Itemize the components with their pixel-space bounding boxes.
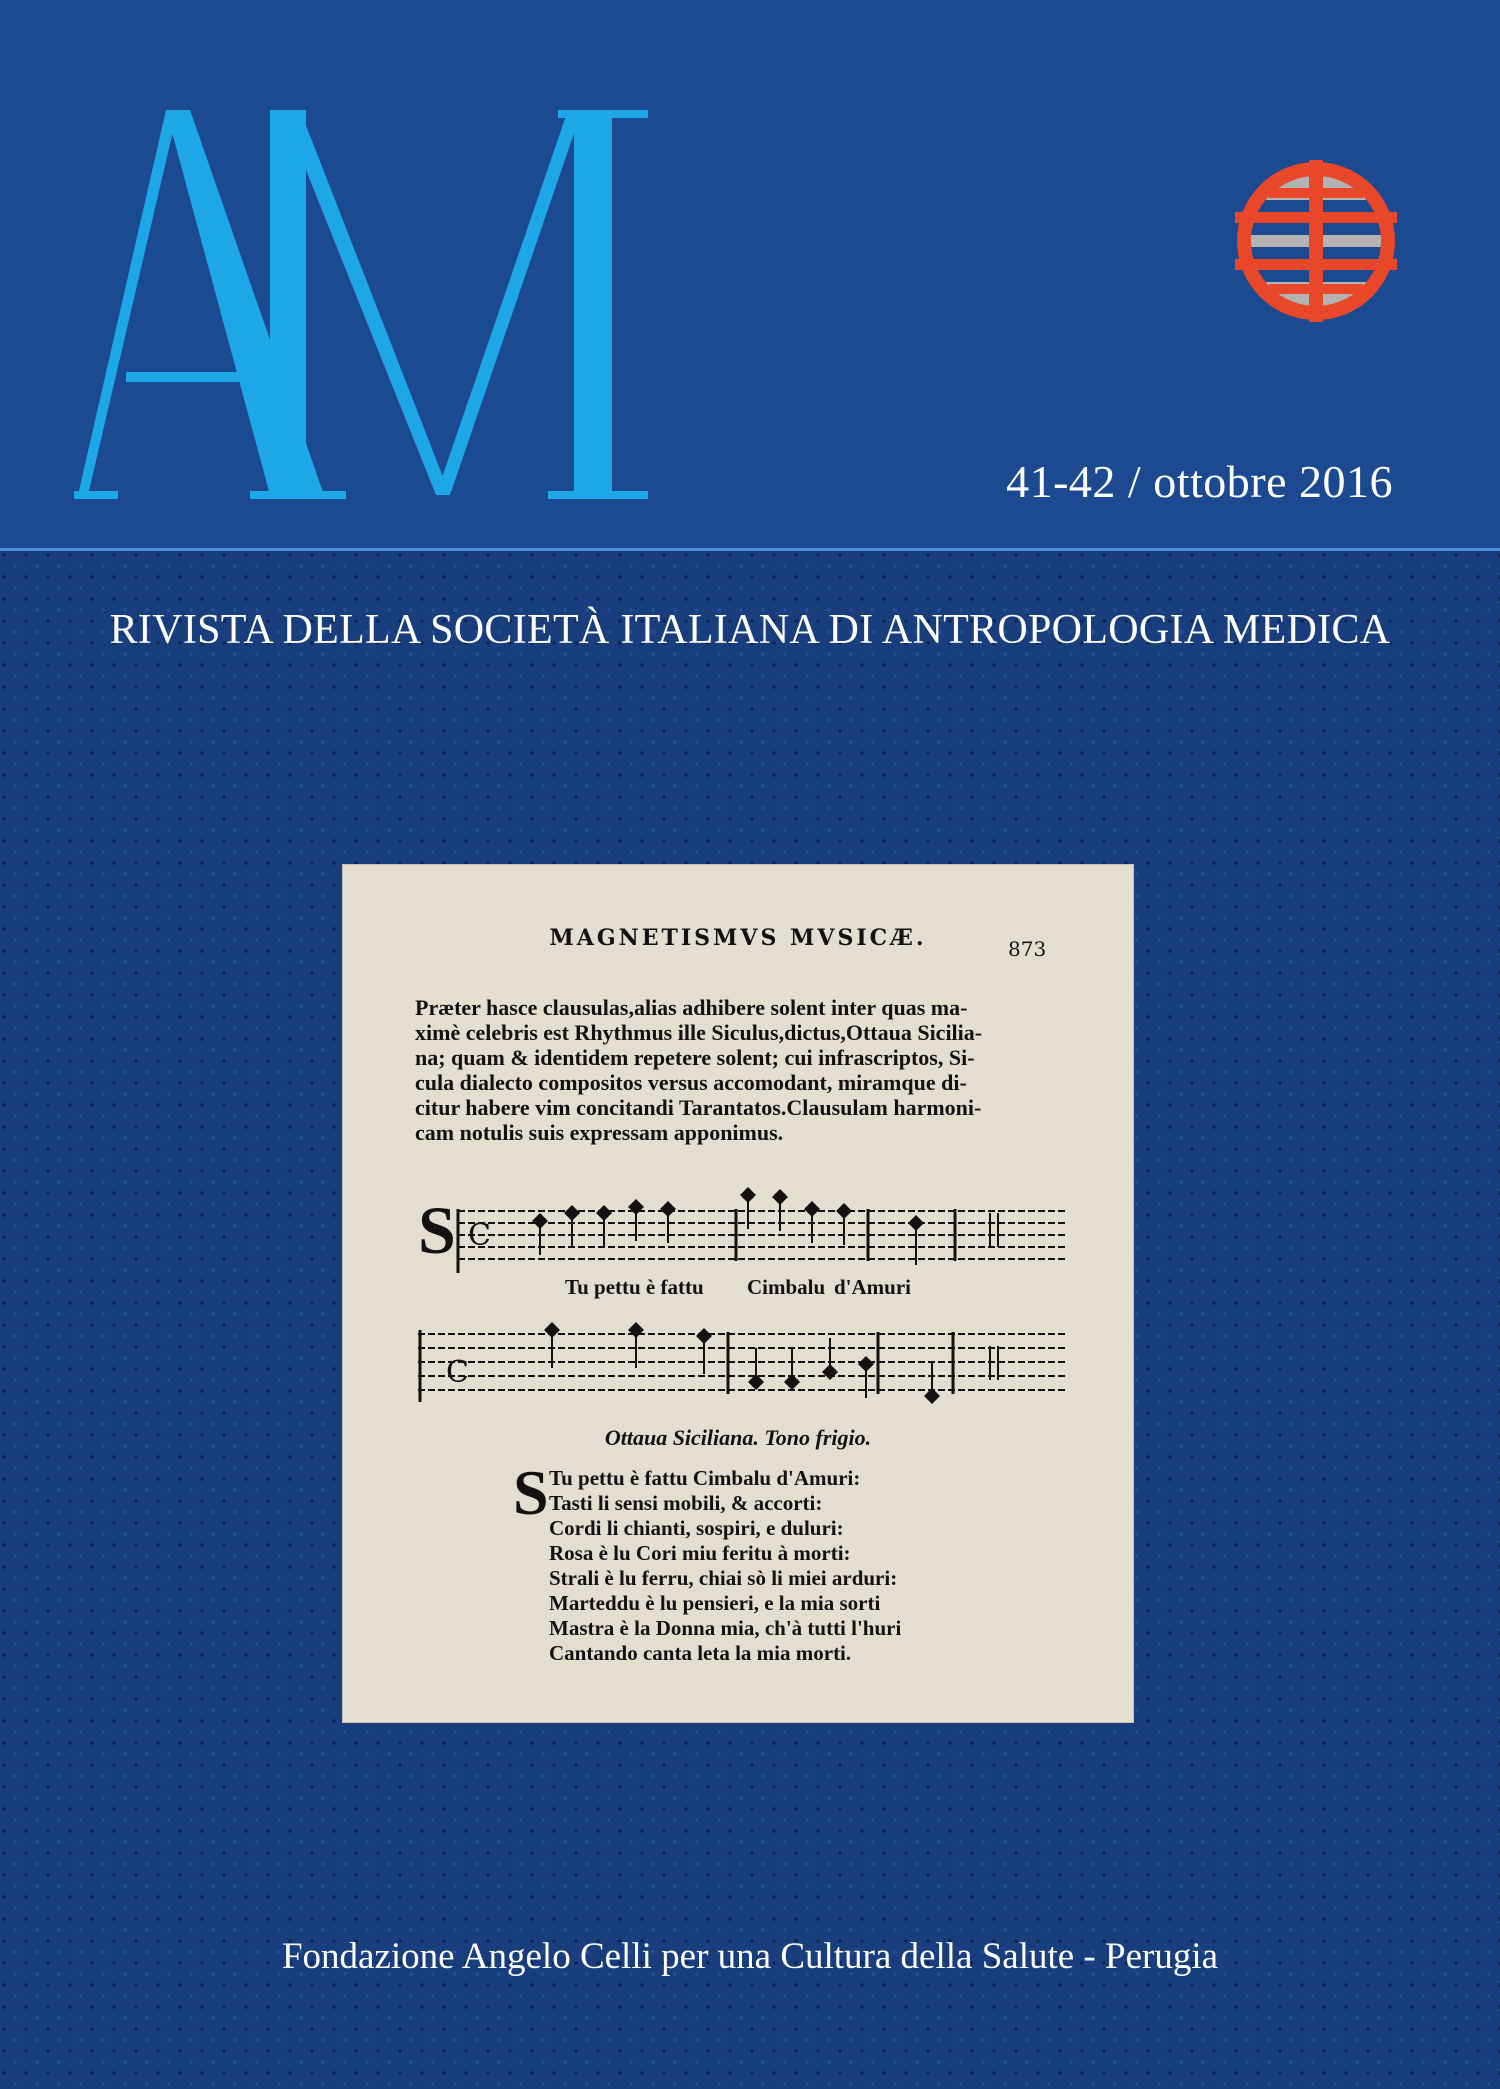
poem-line: Cantando canta leta la mia morti. [549, 1641, 852, 1665]
publisher-line: Fondazione Angelo Celli per una Cultura della Salute - Perugia [281, 1936, 1219, 1977]
paragraph-line: ximè celebris est Rhythmus ille Siculus,dictus,Ottaua Sicilia- [415, 1020, 983, 1045]
poem-line: Strali è lu ferru, chiai sò li miei arduri: [549, 1566, 898, 1590]
paragraph-line: Præter hasce clausulas,alias adhibere solent inter quas ma- [415, 995, 968, 1020]
poem-line: Tu pettu è fattu Cimbalu d'Amuri: [549, 1466, 861, 1490]
poem-text [549, 1466, 901, 1666]
paragraph-line: na; quam & identidem repetere solent; cui infrascriptos, Si- [415, 1045, 975, 1070]
lyric-text: Tu pettu è fattu [565, 1275, 704, 1299]
svg-text:S: S [418, 1192, 456, 1268]
svg-text:C: C [468, 1218, 491, 1253]
journal-logo [74, 110, 714, 510]
historical-page-illustration [343, 865, 1133, 1722]
poem-line: Cordi li chianti, sospiri, e duluri: [549, 1516, 844, 1540]
page-number: 873 [1008, 937, 1047, 961]
page-header: MAGNETISMVS MVSICÆ. [549, 925, 927, 951]
poem-line: Mastra è la Donna mia, ch'à tutti l'huri [549, 1616, 902, 1640]
lyric-text: d'Amuri [834, 1275, 912, 1299]
poem-line: Rosa è lu Cori miu feritu à morti: [549, 1541, 851, 1565]
lyric-text: Cimbalu [747, 1275, 826, 1299]
music-caption: Ottaua Siciliana. Tono frigio. [604, 1425, 872, 1450]
paragraph-line: citur habere vim concitandi Tarantatos.Clausulam harmoni- [415, 1095, 982, 1120]
page-paragraph [415, 995, 1073, 1145]
poem-line: Tasti li sensi mobili, & accorti: [549, 1491, 823, 1515]
society-emblem-icon [1235, 160, 1397, 322]
music-staff-upper [418, 1183, 1068, 1273]
journal-subtitle: RIVISTA DELLA SOCIETÀ ITALIANA DI ANTROPOLOGIA MEDICA [109, 607, 1391, 653]
svg-text:C: C [446, 1355, 469, 1390]
poem-line: Marteddu è lu pensieri, e la mia sorti [549, 1591, 881, 1615]
issue-number: 41-42 / ottobre 2016 [1006, 456, 1393, 507]
drop-cap: S [513, 1457, 549, 1528]
paragraph-line: cam notulis suis expressam apponimus. [415, 1120, 784, 1145]
music-staff-lower [418, 1312, 1068, 1412]
paragraph-line: cula dialecto compositos versus accomodant, miramque di- [415, 1070, 967, 1095]
